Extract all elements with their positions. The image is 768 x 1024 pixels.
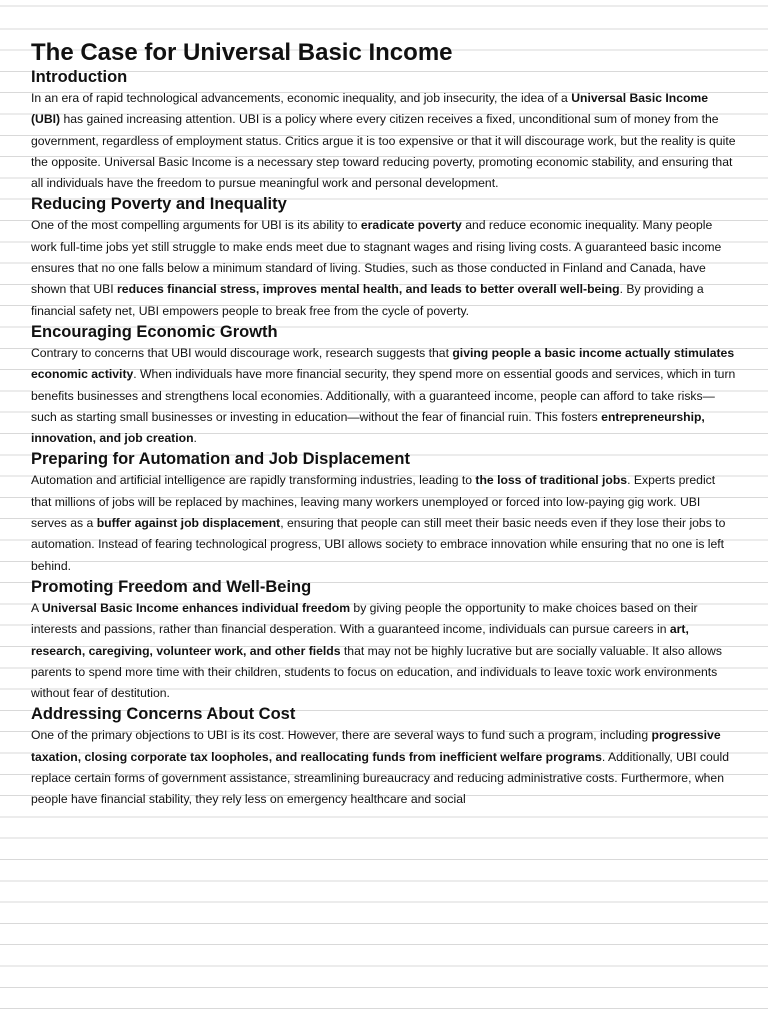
- text-run: A: [31, 600, 42, 615]
- text-run: .: [193, 431, 197, 446]
- text-run-bold: art, research, caregiving, volunteer work, and other fields: [31, 622, 689, 658]
- text-run: . When individuals have more financial security, they spend more on essential goods and services, which in turn benefits businesses and strengthens local economies. Additionally, with a guaranteed income, people can afford to take risks—such as starting small businesses or investing in education—without the fear of financial ruin. This fosters: [31, 367, 736, 424]
- text-run-bold: buffer against job displacement: [96, 516, 281, 531]
- section-heading: Reducing Poverty and Inequality: [31, 195, 287, 214]
- section-introduction: [31, 67, 737, 194]
- section-cost: [31, 704, 737, 810]
- section-heading: Preparing for Automation and Job Displacement: [31, 450, 410, 469]
- text-run: One of the most compelling arguments for UBI is its ability to: [31, 218, 361, 233]
- text-run-bold: progressive taxation, closing corporate tax loopholes, and reallocating funds from inefficient welfare programs: [31, 728, 721, 764]
- section-body: [31, 343, 737, 449]
- text-run: . Experts predict that millions of jobs will be replaced by machines, leaving many workers unemployed or forced into low-paying gig work. UBI serves as a: [31, 473, 716, 531]
- section-heading: Addressing Concerns About Cost: [31, 705, 296, 724]
- text-run-bold: Universal Basic Income (UBI): [31, 91, 709, 127]
- section-heading: Introduction: [31, 68, 128, 86]
- text-run-bold: giving people a basic income actually stimulates economic activity: [31, 345, 735, 382]
- section-heading: Promoting Freedom and Well-Being: [31, 577, 312, 596]
- text-run: Automation and artificial intelligence are rapidly transforming industries, leading to: [31, 473, 476, 488]
- document-page: [31, 38, 737, 811]
- section-heading: Encouraging Economic Growth: [31, 322, 278, 341]
- text-run: . By providing a financial safety net, UBI empowers people to break free from the cycle of poverty.: [31, 282, 704, 318]
- text-run: In an era of rapid technological advancements, economic inequality, and job insecurity, the idea of a: [31, 91, 572, 105]
- section-reducing-poverty: [31, 194, 737, 321]
- text-run-bold: entrepreneurship, innovation, and job creation: [31, 409, 705, 446]
- section-body: [31, 215, 737, 321]
- text-run-bold: Universal Basic Income enhances individual freedom: [41, 600, 351, 615]
- text-run: has gained increasing attention. UBI is a policy where every citizen receives a fixed, unconditional sum of money from the government, regardless of employment status. Critics argue it is too expensive or that it will discourage work, but the reality is quite the opposite. Universal Basic Income is a necessary step toward reducing poverty, promoting economic stability, and ensuring that all individuals have the freedom to pursue meaningful work and personal development.: [31, 112, 736, 191]
- text-run-bold: the loss of traditional jobs: [475, 473, 628, 488]
- section-automation: [31, 449, 737, 576]
- text-run: by giving people the opportunity to make choices based on their interests and passions, rather than financial desperation. With a guaranteed income, individuals can pursue careers in: [31, 600, 698, 637]
- section-economic-growth: [31, 322, 737, 449]
- section-body: [31, 470, 737, 576]
- document-title: The Case for Universal Basic Income: [31, 39, 453, 66]
- text-run: that may not be highly lucrative but are socially valuable. It also allows parents to spend more time with their children, students to focus on education, and individuals to leave toxic work environments without fear of destitution.: [31, 643, 722, 701]
- text-run: and reduce economic inequality. Many people work full-time jobs yet still struggle to make ends meet due to stagnant wages and rising living costs. A guaranteed basic income ensures that no one falls below a minimum standard of living. Studies, such as those conducted in Finland and Canada, have shown that UBI: [31, 218, 722, 297]
- text-run-bold: reduces financial stress, improves mental health, and leads to better overall well-being: [117, 282, 620, 297]
- section-freedom: [31, 577, 737, 704]
- text-run: . Additionally, UBI could replace certain forms of government assistance, streamlining bureaucracy and reducing administrative costs. Furthermore, when people have financial stability, they rely less on emergency healthcare and social: [31, 749, 730, 807]
- section-body: [31, 725, 737, 810]
- text-run: One of the primary objections to UBI is its cost. However, there are several ways to fund such a program, including: [31, 728, 652, 743]
- text-run: Contrary to concerns that UBI would discourage work, research suggests that: [31, 345, 453, 360]
- section-body: [31, 598, 737, 704]
- section-body: [31, 88, 737, 194]
- text-run: , ensuring that people can still meet their basic needs even if they lose their jobs to automation. Instead of fearing technological progress, UBI allows society to embrace innovation while ensuring that no one is left behind.: [31, 516, 726, 573]
- text-run-bold: eradicate poverty: [360, 218, 462, 233]
